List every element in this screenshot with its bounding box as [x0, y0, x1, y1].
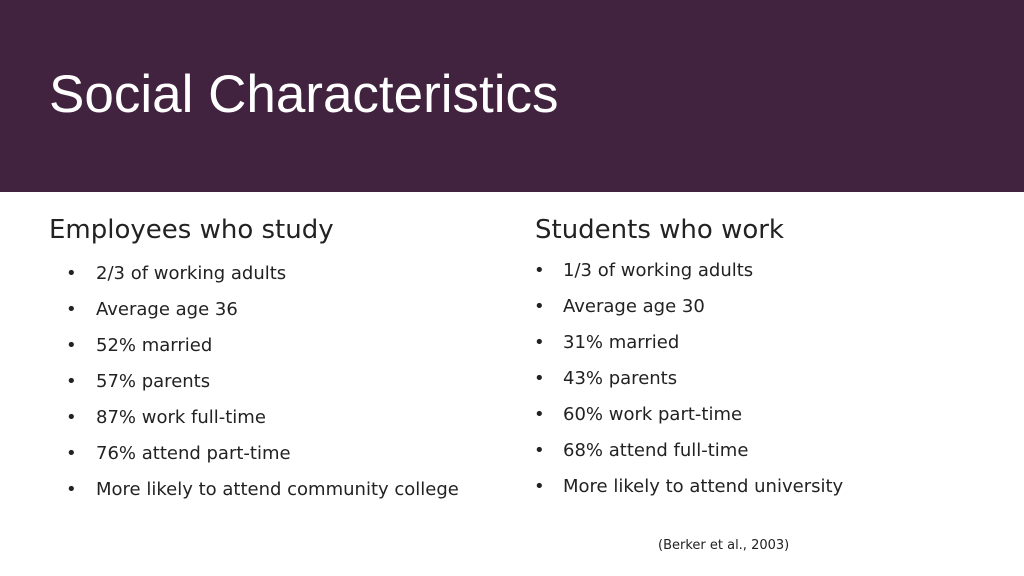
list-item-text: More likely to attend community college [96, 479, 459, 500]
list-item [535, 475, 985, 511]
bullet-icon: • [534, 476, 545, 497]
list-item [535, 331, 985, 367]
students-column [535, 210, 985, 511]
bullet-icon: • [534, 296, 545, 317]
title-banner [0, 0, 1024, 192]
list-item-text: Average age 30 [563, 296, 705, 317]
list-item-text: 52% married [96, 335, 213, 356]
slide-title: Social Characteristics [49, 65, 559, 124]
column-heading-employees: Employees who study [49, 215, 334, 245]
list-item [49, 298, 499, 334]
list-item [49, 262, 499, 298]
students-bullet-list [535, 259, 985, 511]
list-item-text: 1/3 of working adults [563, 260, 754, 281]
bullet-icon: • [534, 260, 545, 281]
bullet-icon: • [534, 368, 545, 389]
bullet-icon: • [66, 479, 77, 500]
bullet-icon: • [534, 404, 545, 425]
list-item [49, 370, 499, 406]
bullet-icon: • [534, 332, 545, 353]
list-item-text: 87% work full-time [96, 407, 266, 428]
list-item-text: 68% attend full-time [563, 440, 749, 461]
bullet-icon: • [66, 335, 77, 356]
list-item-text: More likely to attend university [563, 476, 844, 497]
bullet-icon: • [66, 407, 77, 428]
list-item [535, 439, 985, 475]
bullet-icon: • [66, 443, 77, 464]
list-item-text: 31% married [563, 332, 680, 353]
bullet-icon: • [534, 440, 545, 461]
bullet-icon: • [66, 263, 77, 284]
column-heading-students: Students who work [535, 215, 784, 245]
list-item-text: 76% attend part-time [96, 443, 291, 464]
employees-column [49, 210, 499, 514]
list-item-text: 2/3 of working adults [96, 263, 287, 284]
list-item [535, 259, 985, 295]
list-item-text: 57% parents [96, 371, 211, 392]
citation: (Berker et al., 2003) [658, 538, 790, 553]
list-item [49, 442, 499, 478]
employees-bullet-list [49, 262, 499, 514]
list-item [49, 334, 499, 370]
list-item [49, 406, 499, 442]
list-item [535, 403, 985, 439]
bullet-icon: • [66, 299, 77, 320]
list-item-text: 60% work part-time [563, 404, 743, 425]
list-item [535, 367, 985, 403]
bullet-icon: • [66, 371, 77, 392]
list-item [49, 478, 499, 514]
list-item-text: Average age 36 [96, 299, 238, 320]
list-item [535, 295, 985, 331]
list-item-text: 43% parents [563, 368, 678, 389]
